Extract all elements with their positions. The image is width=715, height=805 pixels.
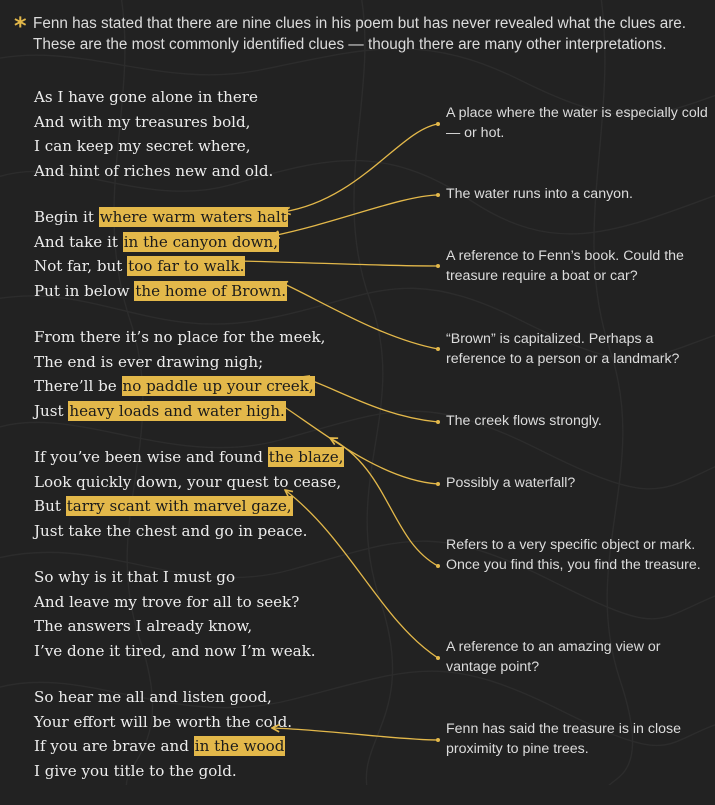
note-warm-waters: A place where the water is especially cold — or hot.: [446, 105, 708, 141]
arrow-blaze: [330, 438, 438, 566]
dot-brown: [436, 347, 440, 351]
poem-line-text: Your effort will be worth the cold.: [34, 712, 293, 731]
poem-line-text: Not far, but: [34, 257, 128, 275]
dot-in-the-wood: [436, 738, 440, 742]
poem-line-text: The answers I already know,: [34, 617, 253, 635]
arrow-creek: [302, 377, 438, 422]
poem-line-text: So why is it that I must go: [34, 568, 236, 586]
poem-line-text: And hint of riches new and old.: [34, 161, 274, 180]
clue-highlight: in the wood: [194, 737, 285, 755]
arrow-brown: [280, 282, 438, 349]
note-home-of-brown: “Brown” is capitalized. Perhaps a reference to a person or a landmark?: [446, 331, 680, 367]
note-too-far-to-walk: A reference to Fenn’s book. Could the treasure require a boat or car?: [446, 248, 684, 284]
dot-creek: [436, 420, 440, 424]
clue-highlight: the blaze,: [268, 448, 344, 466]
arrow-in-the-wood: [272, 728, 438, 740]
arrow-marvel-gaze: [285, 490, 438, 658]
note-blaze: Refers to a very specific object or mark. Once you find this, you find the treasure.: [446, 537, 701, 573]
poem-line-text: There’ll be: [34, 377, 122, 395]
dot-warm-waters: [436, 122, 440, 126]
poem-line-text: Begin it: [34, 208, 99, 226]
poem-line-text: Put in below: [34, 281, 135, 300]
note-canyon: The water runs into a canyon.: [446, 186, 633, 202]
poem-line-text: Look quickly down, your quest to cease,: [34, 472, 342, 491]
intro-text: Fenn has stated that there are nine clues in his poem but has never revealed what the clues are. These are the most commonly identified clues — though there are many other interpretations.: [33, 15, 687, 53]
clue-highlight: too far to walk.: [128, 257, 245, 275]
asterisk-icon: *: [14, 12, 27, 40]
dot-blaze: [436, 564, 440, 568]
note-marvel-gaze: A reference to an amazing view or vantage point?: [446, 639, 661, 675]
poem-line-text: And leave my trove for all to seek?: [34, 592, 300, 611]
poem-line-text: And with my treasures bold,: [34, 112, 251, 131]
poem-line-text: The end is ever drawing nigh;: [34, 352, 264, 371]
poem-line-text: If you are brave and: [34, 737, 194, 755]
poem-line-text: And take it: [34, 232, 123, 251]
dot-canyon: [436, 193, 440, 197]
clue-highlight: in the canyon down,: [123, 232, 279, 251]
poem-line-text: If you’ve been wise and found: [34, 448, 268, 466]
clue-highlight: heavy loads and water high.: [69, 401, 285, 420]
arrow-heavy-loads: [277, 402, 438, 484]
arrow-warm-waters: [283, 124, 438, 212]
dot-too-far: [436, 264, 440, 268]
clue-highlight: the home of Brown.: [135, 281, 287, 300]
note-heavy-loads: Possibly a waterfall?: [446, 475, 576, 491]
poem-line-text: But: [34, 497, 66, 515]
poem-line-text: I’ve done it tired, and now I’m weak.: [34, 641, 316, 660]
clue-highlight: tarry scant with marvel gaze,: [66, 497, 292, 515]
arrow-canyon: [272, 195, 438, 236]
poem-line-text: Just take the chest and go in peace.: [34, 521, 308, 540]
clue-highlight: where warm waters halt: [99, 208, 287, 226]
clue-highlight: no paddle up your creek,: [122, 377, 314, 395]
dot-marvel-gaze: [436, 656, 440, 660]
poem-line-text: I can keep my secret where,: [34, 137, 251, 155]
poem-line-text: As I have gone alone in there: [34, 88, 258, 106]
note-creek: The creek flows strongly.: [446, 413, 602, 429]
poem-line-text: I give you title to the gold.: [34, 761, 237, 780]
arrow-too-far: [236, 261, 438, 266]
poem-line-text: So hear me all and listen good,: [34, 688, 272, 706]
dot-heavy-loads: [436, 482, 440, 486]
note-in-the-wood: Fenn has said the treasure is in close proximity to pine trees.: [446, 721, 682, 757]
poem-line-text: From there it’s no place for the meek,: [34, 328, 326, 346]
poem-line-text: Just: [34, 401, 69, 420]
